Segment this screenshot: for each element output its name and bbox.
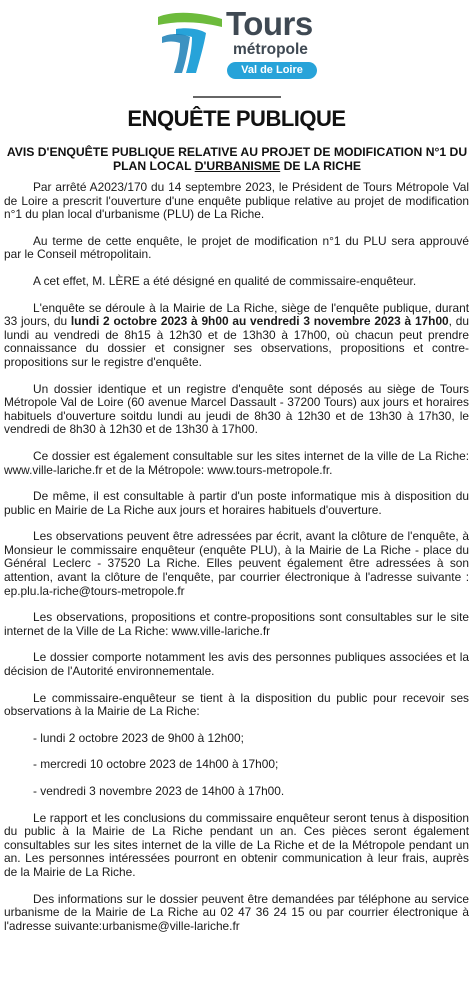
paragraph-commissioner: A cet effet, M. LÈRE a été désigné en qualité de commissaire-enquêteur. (33, 273, 417, 288)
logo-pill: Val de Loire (227, 62, 317, 79)
subtitle-text-b: DE LA RICHE (280, 158, 362, 173)
dates-text-a: L'enquête se déroule à la Mairie de La Riche, siège de l'enquête publique, durant 33 jours, du (4, 300, 469, 329)
paragraph-arrete: Par arrêté A2023/170 du 14 septembre 2023, le Président de Tours Métropole Val de Loire a prescrit l'ouverture d'une enquête publique relative au projet de modification n°1 du plan local d'urbanisme (PLU) de La Riche. (4, 180, 469, 222)
paragraph-contact: Des informations sur le dossier peuvent être demandées par téléphone au service urbanisme de la Mairie de La Riche au 02 47 36 24 15 ou par courrier électronique à l'adresse suivante:urbanisme@ville-lariche.fr (4, 891, 469, 933)
logo-sub: métropole (233, 41, 308, 58)
subtitle-underlined: D'URBANISME (194, 158, 281, 173)
list-item: - lundi 2 octobre 2023 de 9h00 à 12h00; (33, 730, 244, 745)
paragraph-dossier-contents: Le dossier comporte notamment les avis des personnes publiques associées et la décision de l'Autorité environnementale. (4, 650, 469, 679)
paragraph-approval: Au terme de cette enquête, le projet de modification n°1 du PLU sera approuvé par le Conseil métropolitain. (4, 233, 469, 262)
list-item: - vendredi 3 novembre 2023 de 14h00 à 17h00. (33, 784, 285, 798)
notice-subtitle (4, 146, 470, 173)
logo-brand: Tours (226, 5, 313, 42)
paragraph-dates (4, 302, 469, 370)
paragraph-dossier-metropole: Un dossier identique et un registre d'enquête sont déposés au siège de Tours Métropole Val de Loire (60 avenue Marcel Dassault - 37200 Tours) aux jours et horaires habituels d'ouverture soitdu lundi au jeudi de 8h30 à 12h30 et de 13h30 à 17h30, le vendredi de 8h30 à 12h30 et de 13h30 à 17h00. (4, 381, 469, 437)
notice-body (4, 181, 469, 946)
paragraph-written-observations: Les observations peuvent être adressées par écrit, avant la clôture de l'enquête, à Monsieur le commissaire enquêteur (enquête PLU), à la Mairie de La Riche - place du Général Leclerc - 37520 La Riche. Elles peuvent également être adressées à son attention, avant la clôture de l'enquête, par courrier électronique à l'adresse suivante : ep.plu.la-riche@tours-metropole.fr (4, 529, 469, 598)
paragraph-observations-online: Les observations, propositions et contre-propositions sont consultables sur le site internet de la Ville de La Riche: www.ville-lariche.fr (4, 610, 469, 638)
logo (4, 0, 470, 82)
paragraph-report: Le rapport et les conclusions du commissaire enquêteur seront tenus à disposition du public à la Mairie de La Riche pendant un an. Ces pièces seront également consultables sur les sites internet de la ville de La Riche et de la Métropole pendant un an. Les personnes intéressées pourront en obtenir communication à leur frais, auprès de la Mairie de La Riche. (4, 810, 469, 879)
paragraph-computer-access: De même, il est consultable à partir d'un poste informatique mis à disposition du public en Mairie de La Riche aux jours et horaires habituels d'ouverture. (4, 489, 469, 517)
title-divider (193, 96, 281, 98)
dates-text-b: , du lundi au vendredi de 8h15 à 12h30 et de 13h30 à 17h00, où chacun peut prendre connaissance du dossier et consigner ses observations, propositions et contre-propositions sur le registre d'enquête. (4, 314, 469, 369)
list-item: - mercredi 10 octobre 2023 de 14h00 à 17h00; (33, 757, 279, 772)
paragraph-permanences: Le commissaire-enquêteur se tient à la disposition du public pour recevoir ses observations à la Mairie de La Riche: (4, 690, 469, 719)
paragraph-websites: Ce dossier est également consultable sur les sites internet de la ville de La Riche: www.ville-lariche.fr et de la Métropole: www.tours-metropole.fr. (4, 448, 469, 477)
page-title: ENQUÊTE PUBLIQUE (127, 106, 346, 131)
subtitle-text-a: AVIS D'ENQUÊTE PUBLIQUE RELATIVE AU PROJET DE MODIFICATION N°1 DU PLAN LOCAL (6, 145, 468, 173)
dates-bold: lundi 2 octobre 2023 à 9h00 au vendredi 3 novembre 2023 à 17h00 (70, 314, 449, 329)
tours-metropole-logo-icon (152, 9, 226, 75)
